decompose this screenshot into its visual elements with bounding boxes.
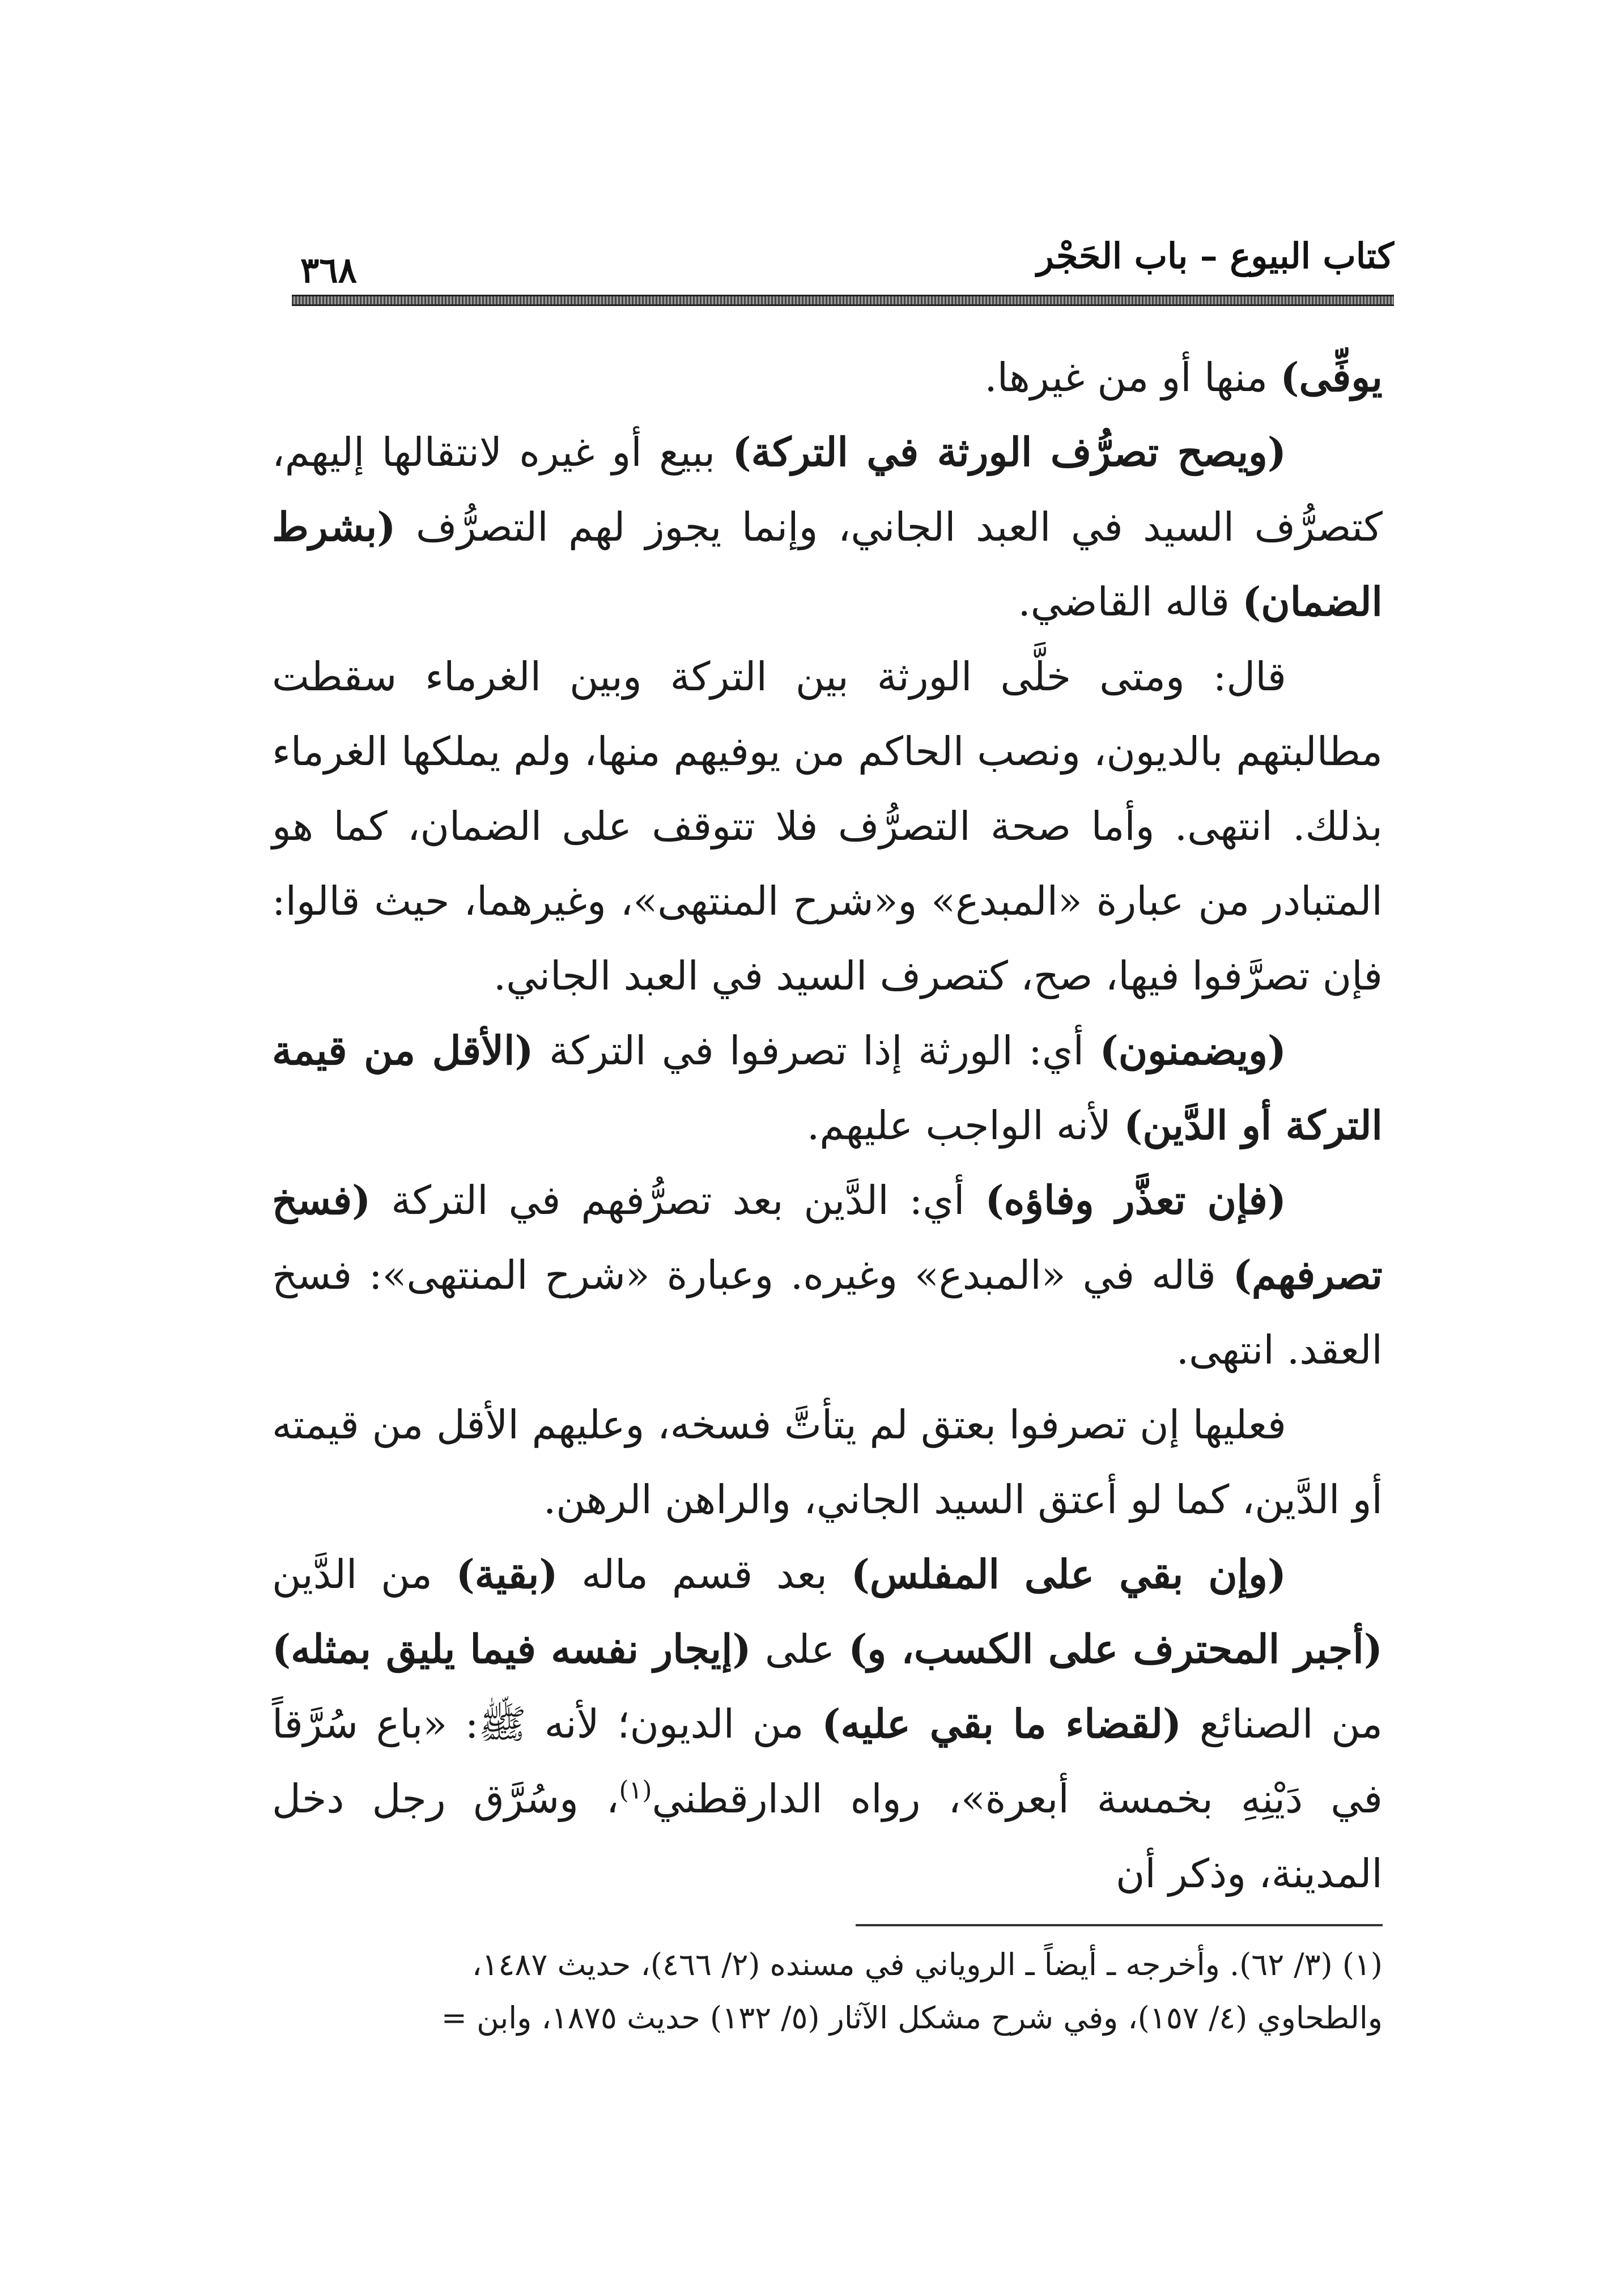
footnote-line-1: (١) (٣/ ٦٢). وأخرجه ـ أيضاً ـ الروياني في مسنده (٢/ ٤٦٦)، حديث ١٤٨٧، <box>471 1947 1383 1982</box>
paragraph-1 <box>272 340 1383 415</box>
bold-phrase: (وإن بقي على المفلس) <box>851 1551 1286 1598</box>
bold-phrase: (لقضاء ما بقي عليه) <box>822 1700 1182 1747</box>
text-run: على <box>751 1626 849 1672</box>
text-run: أي: الورثة إذا تصرفوا في التركة <box>533 1027 1100 1074</box>
text-run: قاله القاضي. <box>1018 579 1243 625</box>
text-run: ، وسُرَّق رجل دخل المدينة، وذكر أن <box>272 1776 1383 1897</box>
footnote-marker[interactable]: (١) <box>619 1776 652 1805</box>
text-run: منها أو من غيرها. <box>984 354 1281 401</box>
bold-phrase: (ويضمنون) <box>1099 1027 1286 1074</box>
footnotes <box>244 1938 1383 2045</box>
paragraph-7 <box>272 1537 1383 1911</box>
text-run: ببيع أو غيره لانتقالها إليهم، كتصرُّف السيد في العبد الجاني، وإنما يجوز لهم التصرُّف <box>272 429 1383 550</box>
text-run: قال: ومتى خلَّى الورثة بين التركة وبين الغرماء سقطت مطالبتهم بالديون، ونصب الحاكم من يوفيهم منها، ولم يملكها الغرماء بذلك. انتهى. وأما صحة التصرُّف فلا تتوقف على الضمان، كما هو المتبادر من عبارة «المبدع» و«شرح المنتهى»، وغيرهما، حيث قالوا: فإن تصرَّفوا فيها، صح، كتصرف السيد في العبد الجاني. <box>272 653 1383 999</box>
header-rule <box>292 295 1394 306</box>
footnote-line-2: والطحاوي (٤/ ١٥٧)، وفي شرح مشكل الآثار (٥/ ١٣٢) حديث ١٨٧٥، وابن = <box>441 2000 1383 2036</box>
running-header <box>300 224 1394 292</box>
running-title: كتاب البيوع – باب الحَجْر <box>1036 235 1394 277</box>
text-run: قاله في «المبدع» وغيره. وعبارة «شرح المنتهى»: فسخ العقد. انتهى. <box>272 1252 1383 1373</box>
paragraph-5 <box>272 1163 1383 1387</box>
text-run: لأنه الواجب عليهم. <box>806 1102 1124 1149</box>
bold-phrase: (فإن تعذَّر وفاؤه) <box>985 1177 1286 1224</box>
paragraph-4 <box>272 1013 1383 1163</box>
bold-phrase: (فسخ تصرفهم) <box>272 1177 1383 1298</box>
bold-phrase: (ويصح تصرُّف الورثة في التركة) <box>732 428 1286 475</box>
bold-phrase: (بقية) <box>456 1551 558 1598</box>
bold-phrase: (بشرط الضمان) <box>272 503 1383 625</box>
paragraph-3 <box>272 639 1383 1013</box>
bold-phrase: (إيجار نفسه فيما يليق بمثله) <box>272 1625 751 1672</box>
paragraph-6 <box>272 1387 1383 1537</box>
text-run: بعد قسم ماله <box>558 1551 851 1598</box>
text-run: فعليها إن تصرفوا بعتق لم يتأتَّ فسخه، وعليهم الأقل من قيمته أو الدَّين، كما لو أعتق السيد الجاني، والراهن الرهن. <box>272 1402 1383 1523</box>
paragraph-2 <box>272 415 1383 639</box>
text-run: أي: الدَّين بعد تصرُّفهم في التركة <box>371 1177 985 1224</box>
text-run: من الديون؛ لأنه ﷺ: «باع سُرَّقاً في دَيْنِهِ بخمسة أبعرة»، رواه الدارقطني <box>272 1701 1383 1822</box>
bold-phrase: (الأقل من قيمة التركة أو الدَّين) <box>272 1027 1383 1149</box>
text-run: من الصنائع <box>1181 1701 1383 1747</box>
bold-phrase: (أجبر المحترف على الكسب، و) <box>848 1625 1383 1672</box>
text-run: من الدَّين <box>272 1551 456 1598</box>
footnote-separator <box>856 1924 1383 1926</box>
bold-phrase: يوفِّى) <box>1280 354 1383 401</box>
page-number: ٣٦٨ <box>300 249 357 291</box>
